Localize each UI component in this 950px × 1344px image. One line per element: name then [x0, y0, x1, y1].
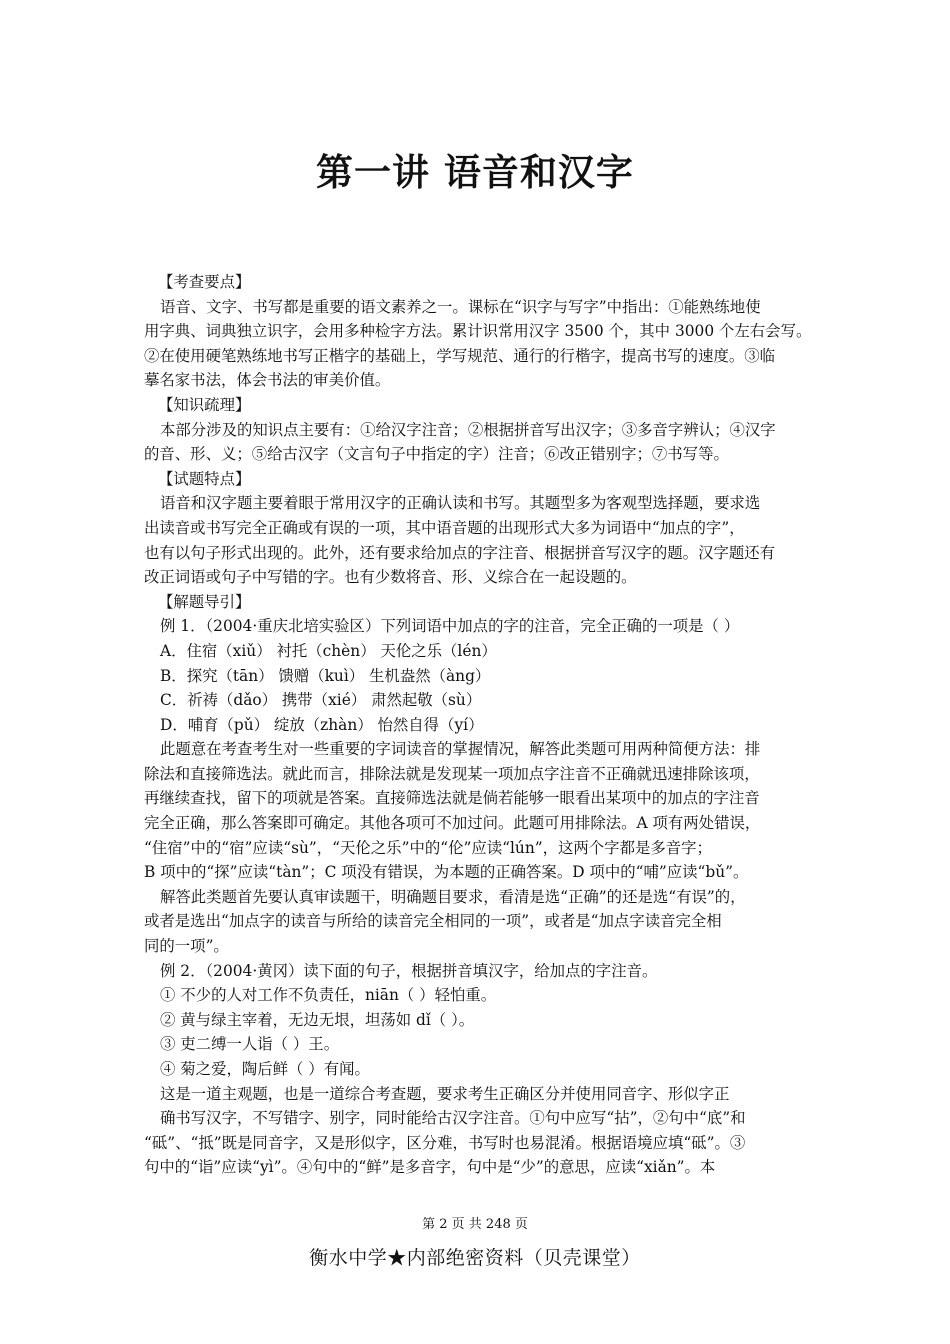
section-heading: 【考查要点】: [158, 273, 251, 291]
option-d: D．哺育（pǔ） 绽放（zhàn） 怡然自得（yí）: [160, 715, 484, 734]
paragraph-line: 再继续查找，留下的项就是答案。直接筛选法就是倘若能够一眼看出某项中的加点的字注音: [144, 789, 760, 808]
brand-footer: 衡水中学★内部绝密资料（贝壳课堂）: [309, 1247, 641, 1269]
sentence-item: ① 不少的人对工作不负责任，niān（ ）轻怕重。: [160, 986, 497, 1005]
example-question: 例 2．（2004·黄冈）读下面的句子，根据拼音填汉字，给加点的字注音。: [160, 961, 658, 980]
paragraph-line: 改正词语或句子中写错的字。也有少数将音、形、义综合在一起设题的。: [144, 568, 637, 587]
sentence-item: ③ 吏二缚一人诣（ ）王。: [160, 1035, 340, 1054]
paragraph-line: 这是一道主观题，也是一道综合考查题，要求考生正确区分并使用同音字、形似字正: [160, 1084, 730, 1103]
option-b: B．探究（tān） 馈赠（kuì） 生机盎然（àng）: [160, 666, 491, 685]
paragraph-line: 用字典、词典独立识字，会用多种检字方法。累计识常用汉字 3500 个，其中 3000 个左右会写。: [144, 322, 812, 341]
paragraph-line: 出读音或书写完全正确或有误的一项，其中语音题的出现形式大多为词语中“加点的字”，: [144, 518, 745, 537]
sentence-item: ④ 菊之爱，陶后鲜（ ）有闻。: [160, 1060, 370, 1078]
paragraph-line: 除法和直接筛选法。就此而言，排除法就是发现某一项加点字注音不正确就迅速排除该项，: [144, 764, 760, 783]
paragraph-line: 同的一项”。: [144, 937, 229, 956]
option-a: A．住宿（xiǔ） 衬托（chèn） 天伦之乐（lén）: [160, 641, 497, 660]
paragraph-line: 句中的“诣”应读“yì”。④句中的“鲜”是多音字，句中是“少”的意思，应读“xiǎn”。本: [144, 1158, 716, 1177]
section-heading: 【试题特点】: [158, 469, 251, 488]
paragraph-line: 语音和汉字题主要着眼于常用汉字的正确认读和书写。其题型多为客观型选择题，要求选: [160, 494, 761, 513]
paragraph-line: “住宿”中的“宿”应读“sù”，“天伦之乐”中的“伦”应读“lún”，这两个字都是多音字；: [144, 838, 712, 857]
paragraph-line: B 项中的“探”应读“tàn”；C 项没有错误，为本题的正确答案。D 项中的“哺”应读“bǔ”。: [144, 863, 749, 882]
document-body: [144, 270, 812, 1180]
page-number: 第 2 页 共 248 页: [422, 1217, 528, 1232]
paragraph-line: 此题意在考查考生对一些重要的字词读音的掌握情况，解答此类题可用两种简便方法：排: [160, 740, 761, 759]
paragraph-line: 本部分涉及的知识点主要有：①给汉字注音；②根据拼音写出汉字；③多音字辨认；④汉字: [160, 420, 776, 439]
paragraph-line: 完全正确，那么答案即可确定。其他各项可不加过问。此题可用排除法。A 项有两处错误，: [144, 814, 761, 833]
section-heading: 【解题导引】: [158, 592, 251, 611]
paragraph-line: 也有以句子形式出现的。此外，还有要求给加点的字注音、根据拼音写汉字的题。汉字题还有: [144, 543, 776, 562]
paragraph-line: 摹名家书法，体会书法的审美价值。: [144, 371, 391, 390]
page-title: 第一讲 语音和汉字: [316, 151, 634, 194]
paragraph-line: 确书写汉字，不写错字、别字，同时能给古汉字注音。①句中应写“拈”，②句中“底”和: [160, 1109, 746, 1128]
paragraph-line: 语音、文字、书写都是重要的语文素养之一。课标在“识字与写字”中指出：①能熟练地使: [160, 297, 761, 316]
paragraph-line: “砥”、“抵”既是同音字，又是形似字，区分难，书写时也易混淆。根据语境应填“砥”。③: [144, 1133, 746, 1152]
example-question: 例 1．（2004·重庆北培实验区）下列词语中加点的字的注音，完全正确的一项是（ ）: [160, 617, 740, 636]
option-c: C．祈祷（dǎo） 携带（xié） 肃然起敬（sù）: [160, 691, 482, 710]
paragraph-line: 解答此类题首先要认真审读题干，明确题目要求，看清是选“正确”的还是选“有误”的，: [160, 887, 746, 906]
paragraph-line: ②在使用硬笔熟练地书写正楷字的基础上，学写规范、通行的行楷字，提高书写的速度。③临: [144, 346, 776, 365]
paragraph-line: 或者是选出“加点字的读音与所给的读音完全相同的一项”，或者是“加点字读音完全相: [144, 912, 722, 931]
section-heading: 【知识疏理】: [158, 395, 251, 414]
sentence-item: ② 黄与绿主宰着，无边无垠，坦荡如 dǐ（ ）。: [160, 1010, 475, 1029]
paragraph-line: 的音、形、义；⑤给古汉字（文言句子中指定的字）注音；⑥改正错别字；⑦书写等。: [144, 445, 729, 464]
